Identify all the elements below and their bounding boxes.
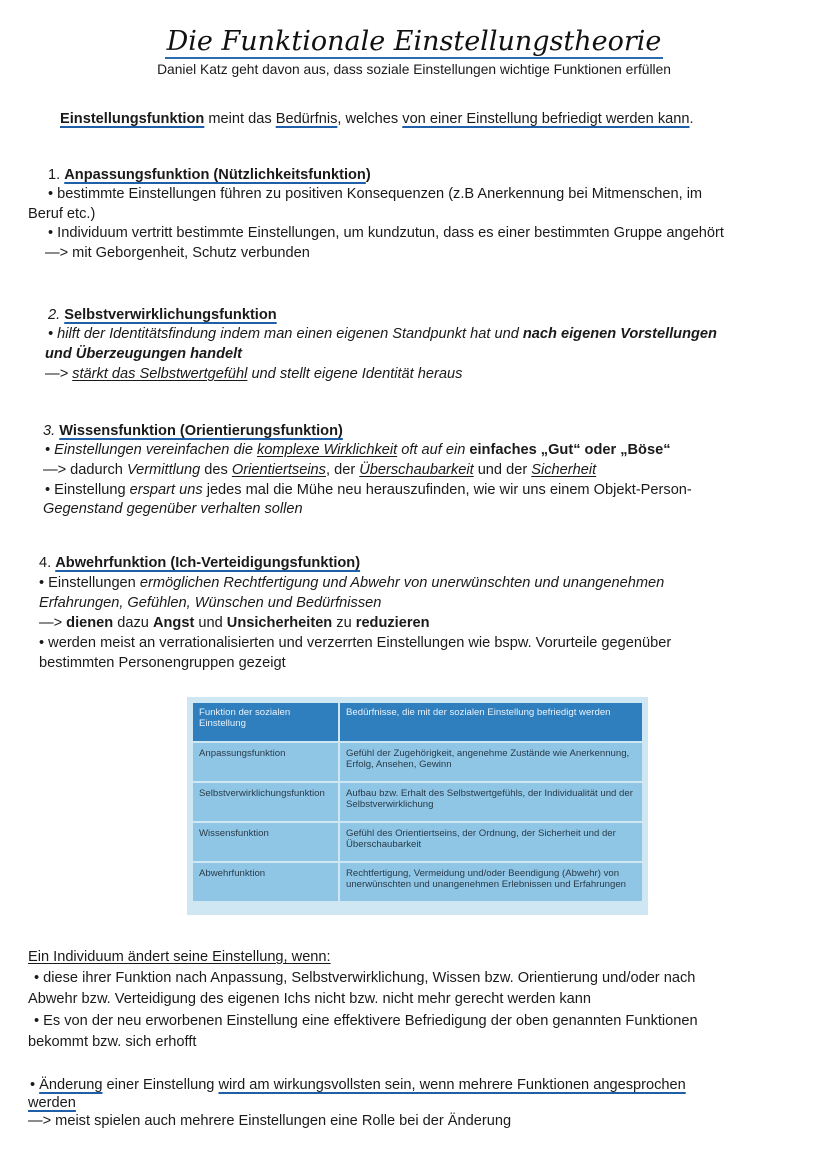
underlined-text: Wissensfunktion (Orientierungsfunktion) [59, 423, 343, 439]
text-line [45, 345, 242, 363]
text-segment: Beruf etc.) [28, 206, 96, 222]
text-line [34, 1012, 698, 1030]
table-cell: Rechtfertigung, Vermeidung und/oder Beendigung (Abwehr) von unerwünschten und unangenehmen Erlebnissen und Erfahrungen [339, 862, 642, 901]
text-line [60, 110, 694, 128]
text-line [39, 634, 671, 652]
table-cell: Selbstverwirklichungsfunktion [193, 782, 339, 822]
text-segment: —> [39, 615, 67, 631]
text-segment: dazu [113, 615, 153, 631]
text-line [28, 205, 95, 223]
text-line [45, 244, 310, 262]
text-line [45, 365, 462, 383]
text-segment: oft auf ein [397, 442, 470, 458]
table-header-row [193, 703, 642, 742]
text-line [48, 306, 277, 324]
text-segment: • [30, 1077, 40, 1093]
table-cell: Abwehrfunktion [193, 862, 339, 901]
text-segment: • Einstellungen [39, 575, 140, 591]
underlined-text: komplexe Wirklichkeit [257, 442, 398, 458]
document-title [0, 26, 828, 57]
text-segment: zu [332, 615, 356, 631]
underlined-text: Selbstverwirklichungsfunktion [64, 307, 277, 323]
table-row [193, 862, 642, 901]
text-segment: • bestimmte Einstellungen führen zu positiven Konsequenzen (z.B Anerkennung bei Mitmenschen, im [48, 186, 703, 202]
text-segment: , welches [337, 111, 403, 127]
text-segment: 3. [43, 423, 60, 439]
table-cell: Gefühl des Orientiertseins, der Ordnung, der Sicherheit und der Überschaubarkeit [339, 822, 642, 862]
functions-table-image [187, 697, 648, 915]
text-line [43, 500, 303, 518]
text-segment: und der [473, 462, 532, 478]
underlined-text: Abwehrfunktion (Ich-Verteidigungsfunktion) [55, 555, 361, 571]
text-line [48, 166, 371, 184]
table-header: Bedürfnisse, die mit der sozialen Einstellung befriedigt werden [339, 703, 642, 742]
table-row [193, 782, 642, 822]
underlined-text: Überschaubarkeit [359, 462, 474, 478]
text-line [48, 224, 724, 242]
text-segment: . [689, 111, 694, 127]
text-segment: Abwehr bzw. Verteidigung des eigenen Ichs nicht bzw. nicht mehr gerecht werden kann [28, 991, 592, 1007]
text-line [48, 325, 717, 343]
text-line [48, 185, 702, 203]
text-segment: und stellt eigene Identität heraus [247, 366, 463, 382]
text-line [45, 481, 692, 499]
text-line [28, 948, 331, 966]
underlined-text: Einstellungsfunktion [60, 111, 205, 127]
text-segment: • Es von der neu erworbenen Einstellung eine effektivere Befriedigung der oben genannten Funktionen [34, 1013, 698, 1029]
text-segment: ermöglichen Rechtfertigung und Abwehr von unerwünschten und unangenehmen [139, 575, 665, 591]
underlined-text: Änderung [39, 1077, 103, 1093]
text-line [28, 1112, 511, 1130]
text-line [39, 554, 360, 572]
table-row [193, 742, 642, 782]
underlined-text: Orientiertseins [231, 462, 326, 478]
table-cell: Wissensfunktion [193, 822, 339, 862]
bold-text: Unsicherheiten [226, 615, 333, 631]
text-segment: • Individuum vertritt bestimmte Einstellungen, um kundzutun, dass es einer bestimmten Gruppe angehört [48, 225, 724, 241]
table-header: Funktion der sozialen Einstellung [193, 703, 339, 742]
bold-text: einfaches „Gut“ oder „Böse“ [469, 442, 671, 458]
text-segment: • hilft der Identitätsfindung indem man einen eigenen Standpunkt hat und [48, 326, 523, 342]
text-segment: des [200, 462, 232, 478]
text-segment: 2. [48, 307, 65, 323]
text-line [45, 441, 671, 459]
text-line [39, 574, 664, 592]
text-segment: 1. [48, 167, 65, 183]
title-text: Die Funktionale Einstellungstheorie [166, 26, 662, 57]
table-cell: Anpassungsfunktion [193, 742, 339, 782]
bold-text: dienen [66, 615, 114, 631]
text-segment: • Einstellung [45, 482, 130, 498]
underlined-text: Ein Individuum ändert seine Einstellung, wenn: [28, 949, 331, 965]
underlined-text: von einer Einstellung befriedigt werden kann [402, 111, 690, 127]
table-row [193, 822, 642, 862]
text-line [43, 422, 343, 440]
text-segment: bekommt bzw. sich erhofft [28, 1034, 197, 1050]
bold-text: und Überzeugungen handelt [45, 346, 243, 362]
underlined-text: Anpassungsfunktion (Nützlichkeitsfunktion [64, 167, 366, 183]
text-segment: • Einstellungen vereinfachen die [45, 442, 257, 458]
bold-text: Angst [152, 615, 195, 631]
underlined-text: Bedürfnis [275, 111, 338, 127]
text-line [34, 969, 695, 987]
text-line [28, 1094, 76, 1112]
text-segment: bestimmten Personengruppen gezeigt [39, 655, 286, 671]
bold-text: ) [365, 167, 371, 183]
functions-table [193, 703, 642, 901]
subtitle: Daniel Katz geht davon aus, dass soziale Einstellungen wichtige Funktionen erfüllen [157, 62, 671, 77]
bold-text: reduzieren [355, 615, 430, 631]
text-segment: einer Einstellung [102, 1077, 219, 1093]
underlined-text: werden [28, 1095, 76, 1111]
text-segment: 4. [39, 555, 56, 571]
text-segment: —> meist spielen auch mehrere Einstellungen eine Rolle bei der Änderung [28, 1113, 512, 1129]
underlined-text: Sicherheit [531, 462, 597, 478]
underlined-text: wird am wirkungsvollsten sein, wenn mehrere Funktionen angesprochen [218, 1077, 686, 1093]
text-segment: • diese ihrer Funktion nach Anpassung, Selbstverwirklichung, Wissen bzw. Orientierung und/oder nach [34, 970, 696, 986]
text-line [30, 1076, 686, 1094]
text-line [43, 461, 596, 479]
text-line [28, 1033, 196, 1051]
text-segment: meint das [204, 111, 276, 127]
table-cell: Gefühl der Zugehörigkeit, angenehme Zustände wie Anerkennung, Erfolg, Ansehen, Gewinn [339, 742, 642, 782]
bold-text: nach eigenen Vorstellungen [522, 326, 717, 342]
text-segment: Gegenstand gegenüber verhalten sollen [43, 501, 303, 517]
text-line [39, 594, 381, 612]
text-line [39, 614, 430, 632]
text-segment: Erfahrungen, Gefühlen, Wünschen und Bedürfnissen [39, 595, 382, 611]
text-segment: , der [325, 462, 360, 478]
text-segment: • werden meist an verrationalisierten und verzerrten Einstellungen wie bspw. Vorurteile gegenüber [39, 635, 672, 651]
text-line [28, 990, 591, 1008]
text-segment: jedes mal die Mühe neu herauszufinden, wie wir uns einem Objekt-Person- [202, 482, 692, 498]
text-segment: —> dadurch [43, 462, 127, 478]
text-segment: und [194, 615, 227, 631]
underlined-text: stärkt das Selbstwertgefühl [72, 366, 248, 382]
text-line [39, 654, 286, 672]
text-segment: —> mit Geborgenheit, Schutz verbunden [45, 245, 310, 261]
text-segment: —> [45, 366, 73, 382]
table-cell: Aufbau bzw. Erhalt des Selbstwertgefühls, der Individualität und der Selbstverwirklichung [339, 782, 642, 822]
text-segment: Vermittlung [126, 462, 201, 478]
text-segment: erspart uns [129, 482, 203, 498]
